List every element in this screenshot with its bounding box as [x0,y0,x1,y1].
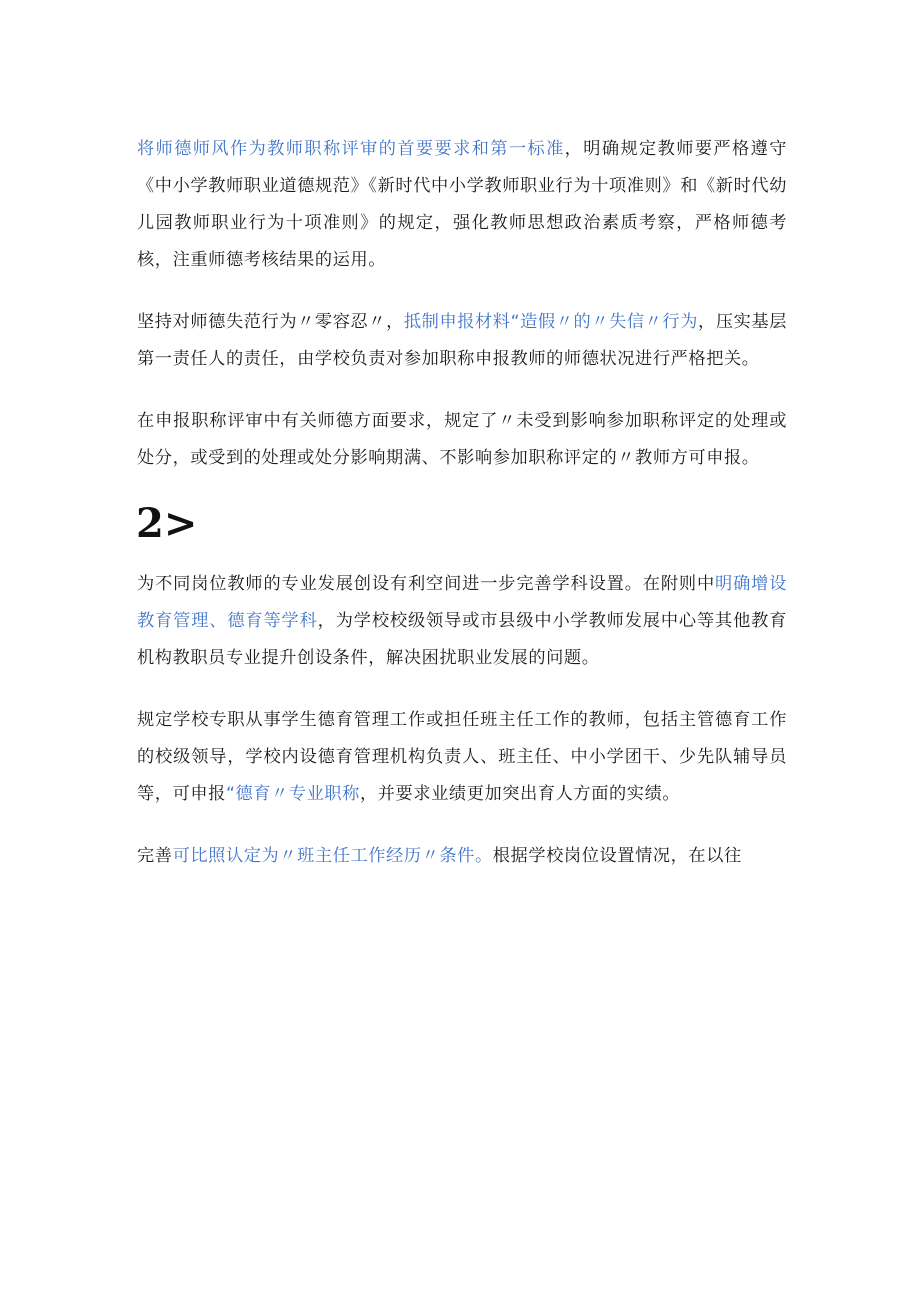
paragraph-text: 根据学校岗位设置情况，在以往 [492,846,742,866]
paragraph-text: ，压实基层第一责任人的责任，由学校负责对参加职称申报教师的师德状况进行严格把关。 [137,312,787,369]
paragraph-text: 为不同岗位教师的专业发展创设有利空间进一步完善学科设置。在附则中 [137,574,716,594]
document-body [137,131,787,900]
paragraph-application-requirements [137,403,787,477]
section-heading: 2> [136,500,198,547]
highlighted-text: 明确增设教育管理、德育等学科 [137,574,788,631]
highlighted-text: 抵制申报材料“造假〃的〃失信〃行为 [403,312,699,332]
paragraph-zero-tolerance [137,304,787,378]
paragraph-moral-education-title [137,702,787,813]
highlighted-text: “德育〃专业职称 [225,784,360,804]
paragraph-text: 坚持对师德失范行为〃零容忍〃， [137,312,404,332]
paragraph-text: ，为学校校级领导或市县级中小学教师发展中心等其他教育机构教职员专业提升创设条件，解决困扰职业发展的问题。 [137,611,787,668]
paragraph-text: ，明确规定教师要严格遵守《中小学教师职业道德规范》《新时代中小学教师职业行为十项准则》和《新时代幼儿园教师职业行为十项准则》的规定，强化教师思想政治素质考察，严格师德考核，注重师德考核结果的运用。 [137,139,787,270]
highlighted-text: 可比照认定为〃班主任工作经历〃条件。 [172,846,493,866]
paragraph-head-teacher-experience [137,838,787,875]
paragraph-text: 在申报职称评审中有关师德方面要求，规定了〃未受到影响参加职称评定的处理或处分，或受到的处理或处分影响期满、不影响参加职称评定的〃教师方可申报。 [137,411,787,468]
paragraph-discipline-setting [137,566,787,677]
paragraph-teacher-ethics-standard [137,131,787,279]
highlighted-text: 将师德师风作为教师职称评审的首要要求和第一标准 [137,139,565,159]
paragraph-text: 规定学校专职从事学生德育管理工作或担任班主任工作的教师，包括主管德育工作的校级领导，学校内设德育管理机构负责人、班主任、中小学团干、少先队辅导员等，可申报 [137,710,787,804]
paragraph-text: ，并要求业绩更加突出育人方面的实绩。 [359,784,681,804]
paragraph-text: 完善 [137,846,173,866]
